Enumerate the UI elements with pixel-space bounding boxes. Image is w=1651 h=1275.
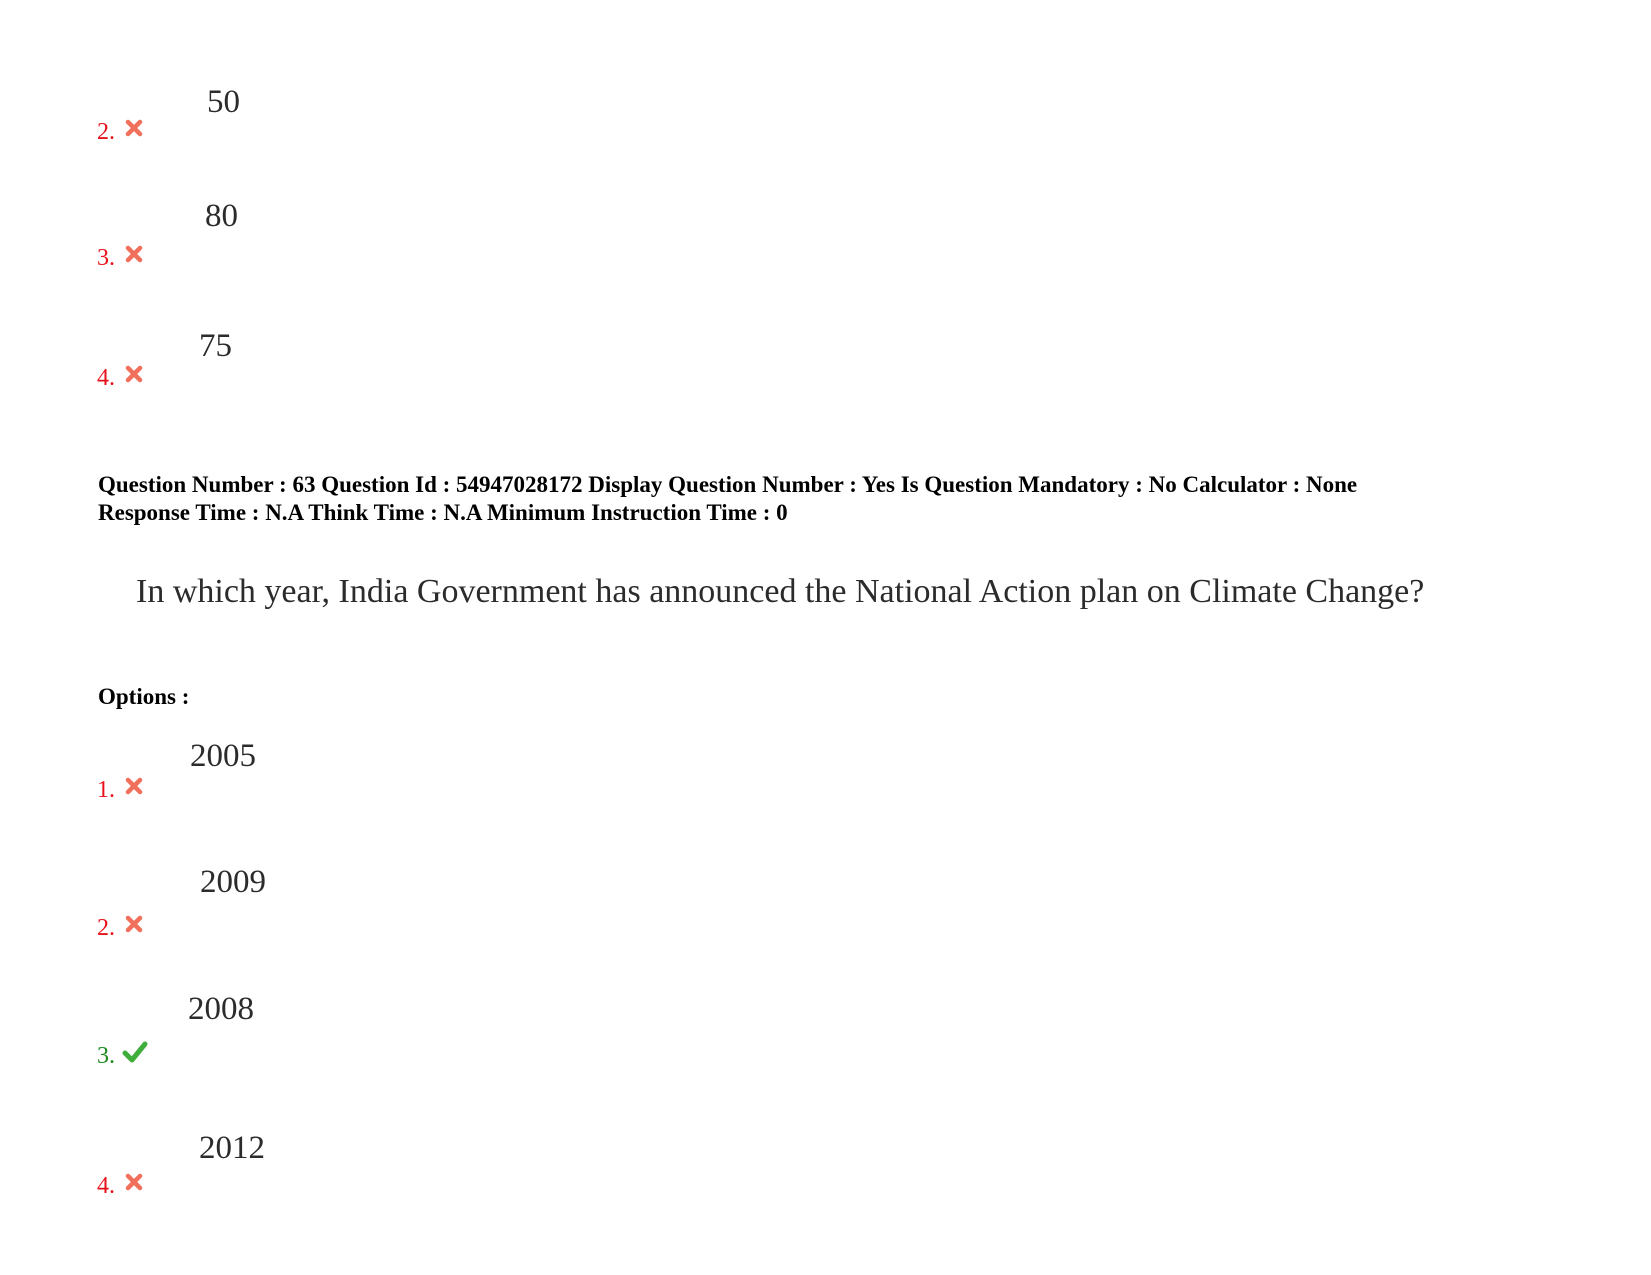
cross-icon (124, 364, 144, 384)
option-number: 2. (97, 119, 115, 145)
option-value: 75 (199, 328, 232, 364)
check-icon (122, 1040, 148, 1064)
option-value: 2008 (188, 991, 254, 1027)
option-value: 2012 (199, 1130, 265, 1166)
option-number: 3. (97, 245, 115, 271)
cross-icon (124, 914, 144, 934)
option-number: 1. (97, 777, 115, 803)
option-number: 2. (97, 915, 115, 941)
option-value: 2005 (190, 738, 256, 774)
question-meta-line-2: Response Time : N.A Think Time : N.A Minimum Instruction Time : 0 (98, 500, 788, 525)
cross-icon (124, 244, 144, 264)
option-value: 2009 (200, 864, 266, 900)
option-number: 4. (97, 365, 115, 391)
option-number: 4. (97, 1173, 115, 1199)
question-meta-line-1: Question Number : 63 Question Id : 54947028172 Display Question Number : Yes Is Question Mandatory : No Calculator : None (98, 472, 1358, 497)
cross-icon (124, 776, 144, 796)
options-label: Options : (98, 684, 190, 709)
option-value: 50 (207, 84, 240, 120)
question-text: In which year, India Government has announced the National Action plan on Climate Change? (136, 573, 1425, 610)
option-value: 80 (205, 198, 238, 234)
option-number: 3. (97, 1043, 115, 1069)
cross-icon (124, 1172, 144, 1192)
cross-icon (124, 118, 144, 138)
